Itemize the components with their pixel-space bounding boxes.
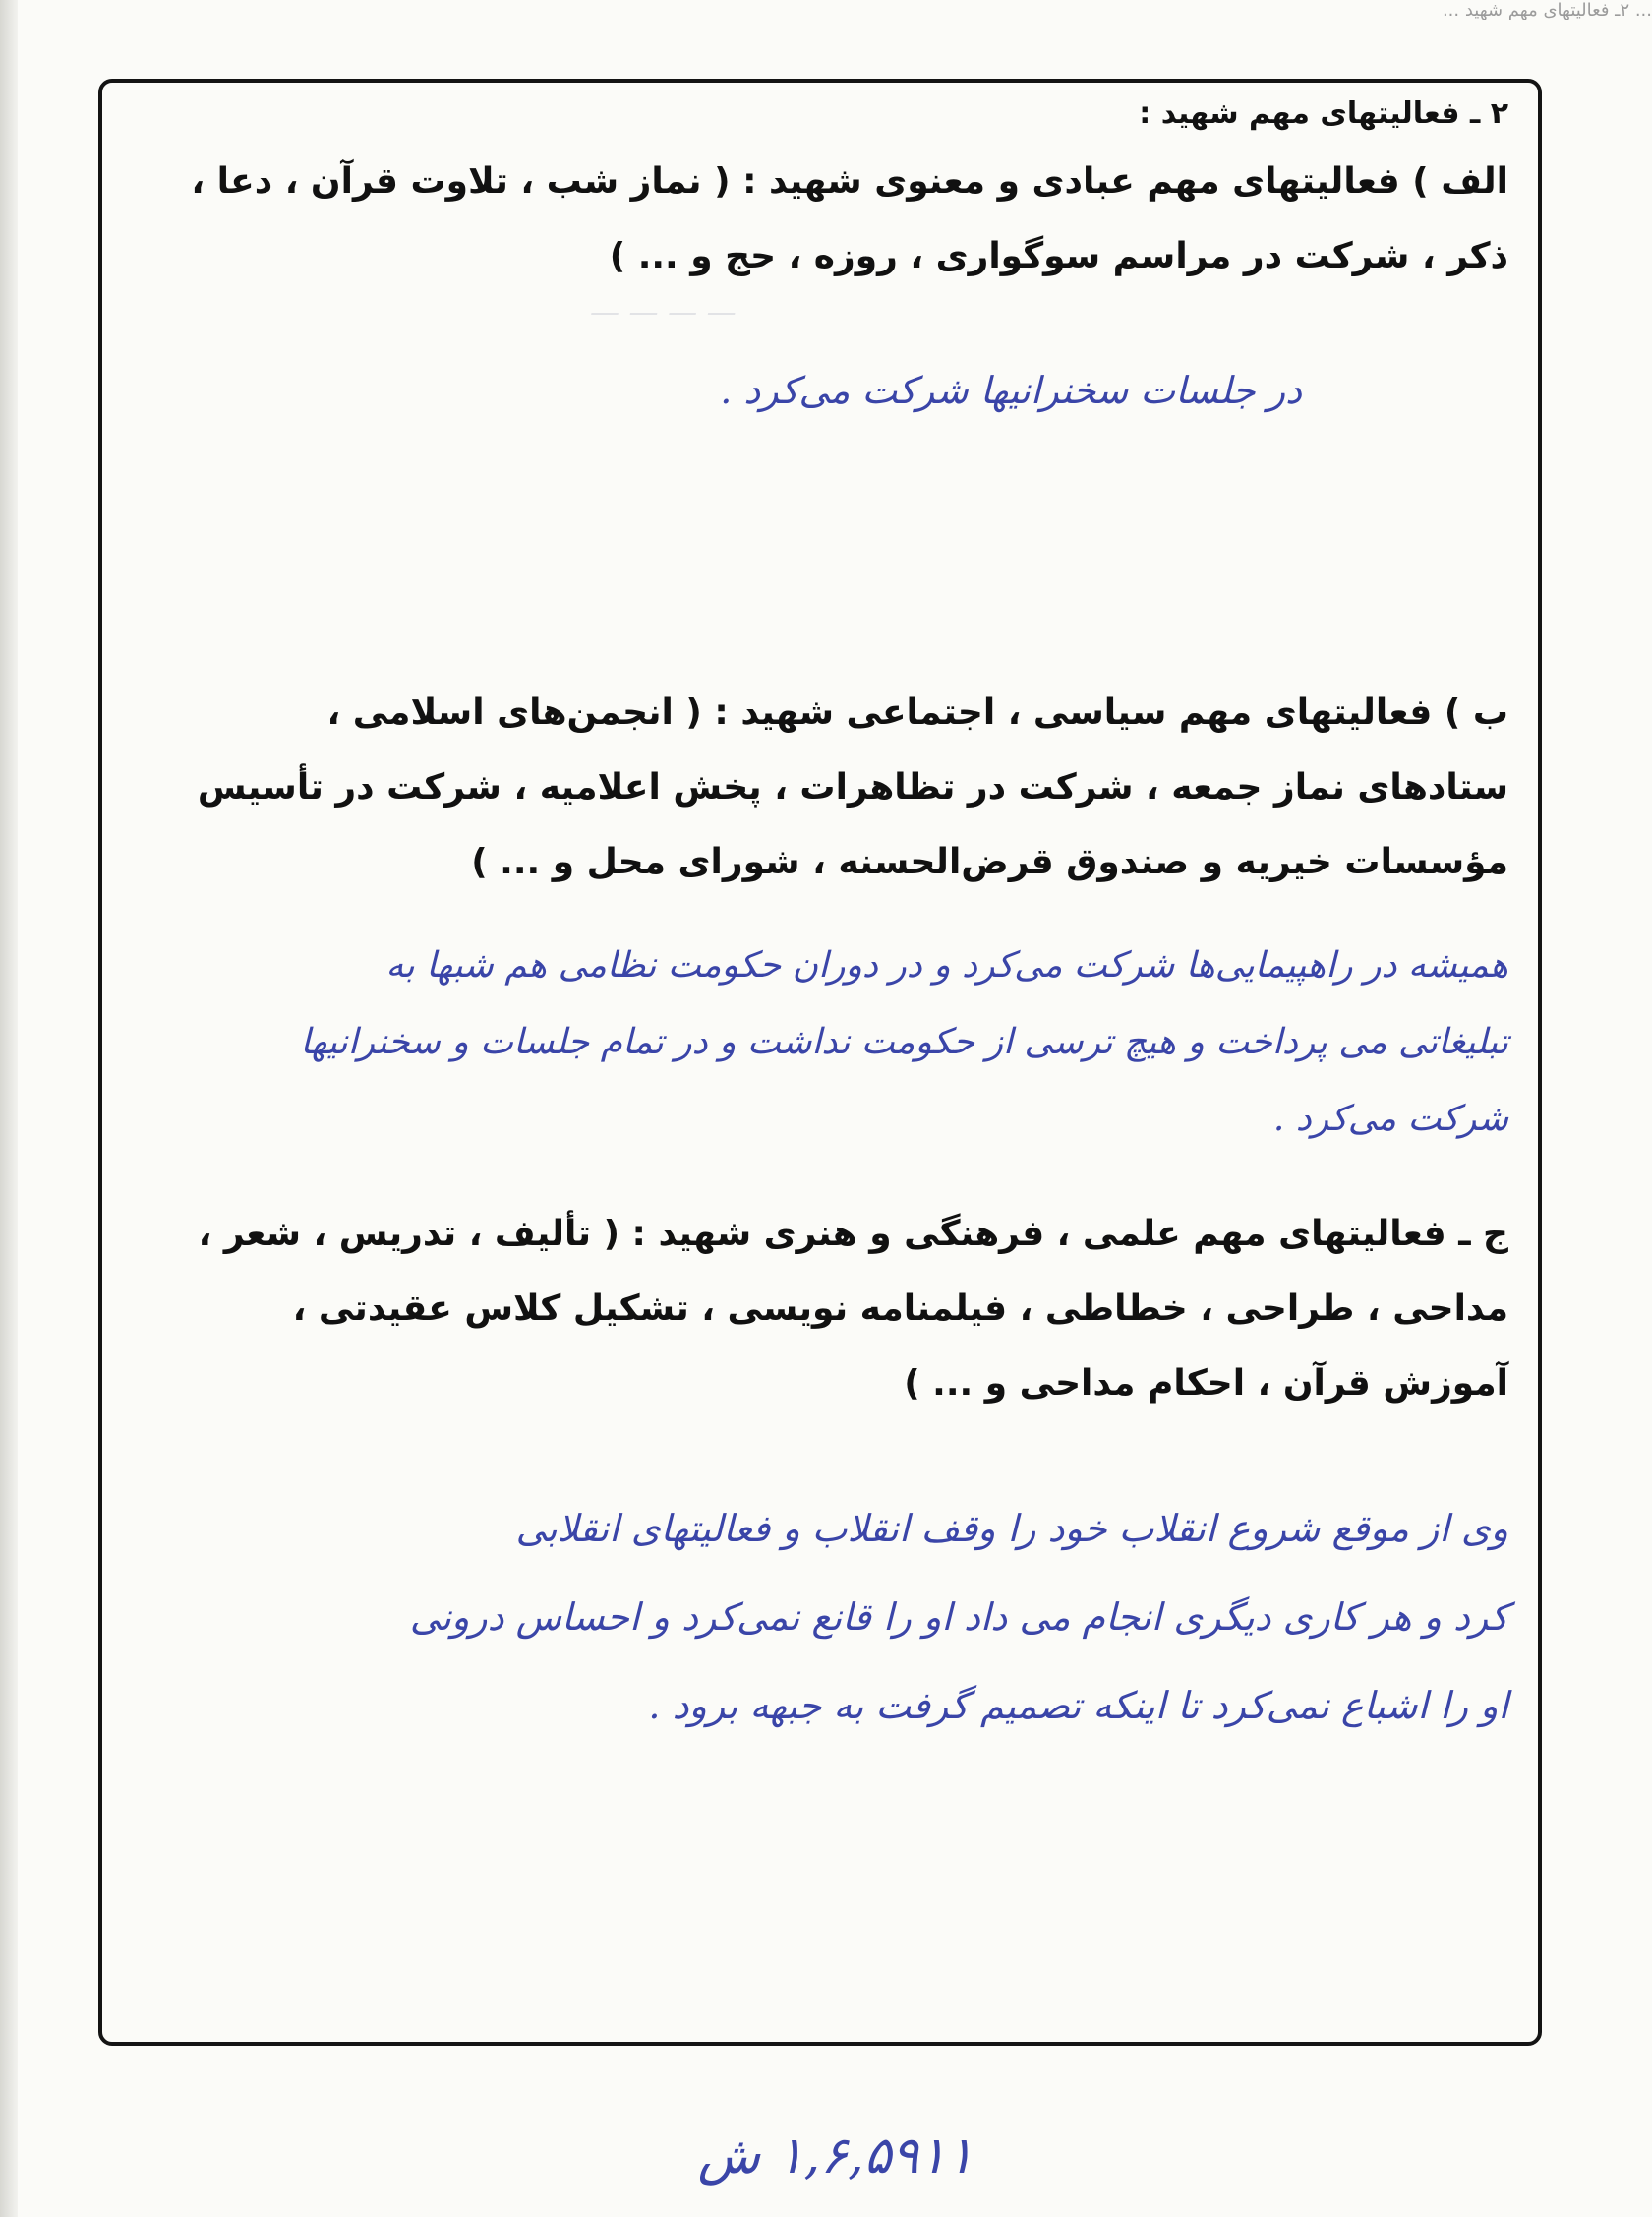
handwritten-record-number: ۱,۶,۵۹۱۱ ش (697, 2127, 974, 2186)
bleed-through-text: — — — — (590, 295, 737, 330)
document-content (136, 87, 1508, 1750)
part-a (136, 145, 1508, 430)
part-c (136, 1197, 1508, 1750)
part-c-handwritten-answer (136, 1484, 1508, 1750)
spacer (136, 430, 1508, 676)
part-b-line: ستادهای نماز جمعه ، شرکت در تظاهرات ، پخش اعلامیه ، شرکت در تأسیس (197, 767, 1508, 808)
part-c-line: مداحی ، طراحی ، خطاطی ، فیلمنامه نویسی ، تشکیل کلاس عقیدتی ، (292, 1288, 1508, 1329)
part-b (136, 676, 1508, 1158)
part-b-line: ب ) فعالیتهای مهم سیاسی ، اجتماعی شهید : ( انجمن‌های اسلامی ، (326, 692, 1508, 733)
handwritten-line: تبلیغاتی می پرداخت و هیچ ترسی از حکومت نداشت و در تمام جلسات و سخنرانیها (300, 1022, 1508, 1062)
spacer (136, 1158, 1508, 1197)
handwritten-line: وی از موقع شروع انقلاب خود را وقف انقلاب و فعالیتهای انقلابی (515, 1507, 1508, 1550)
section-title: ۲ ـ فعالیتهای مهم شهید : (1139, 96, 1508, 131)
part-a-line: ذکر ، شرکت در مراسم سوگواری ، روزه ، حج و ... ) (609, 236, 1508, 276)
handwritten-line: شرکت می‌کرد . (1272, 1099, 1508, 1139)
handwritten-line: او را اشباع نمی‌کرد تا اینکه تصمیم گرفت به جبهه برود . (648, 1684, 1508, 1727)
part-c-line: آموزش قرآن ، احکام مداحی و ... ) (904, 1363, 1508, 1404)
part-c-line: ج ـ فعالیتهای مهم علمی ، فرهنگی و هنری شهید : ( تألیف ، تدریس ، شعر ، (198, 1214, 1508, 1254)
part-b-handwritten-answer (136, 928, 1508, 1158)
part-a-line: الف ) فعالیتهای مهم عبادی و معنوی شهید : ( نماز شب ، تلاوت قرآن ، دعا ، (191, 161, 1508, 202)
header-strip: ... ۲ـ فعالیتهای مهم شهید ... (1442, 0, 1652, 20)
part-b-line: مؤسسات خیریه و صندوق قرض‌الحسنه ، شورای محل و ... ) (471, 842, 1508, 882)
part-a-handwritten-answer: در جلسات سخنرانیها شرکت می‌کرد . (720, 369, 1302, 412)
page-edge (0, 0, 18, 2217)
handwritten-line: کرد و هر کاری دیگری انجام می داد او را قانع نمی‌کرد و احساس درونی (409, 1595, 1508, 1639)
handwritten-line: همیشه در راهپیمایی‌ها شرکت می‌کرد و در دوران حکومت نظامی هم شبها به (385, 945, 1508, 986)
